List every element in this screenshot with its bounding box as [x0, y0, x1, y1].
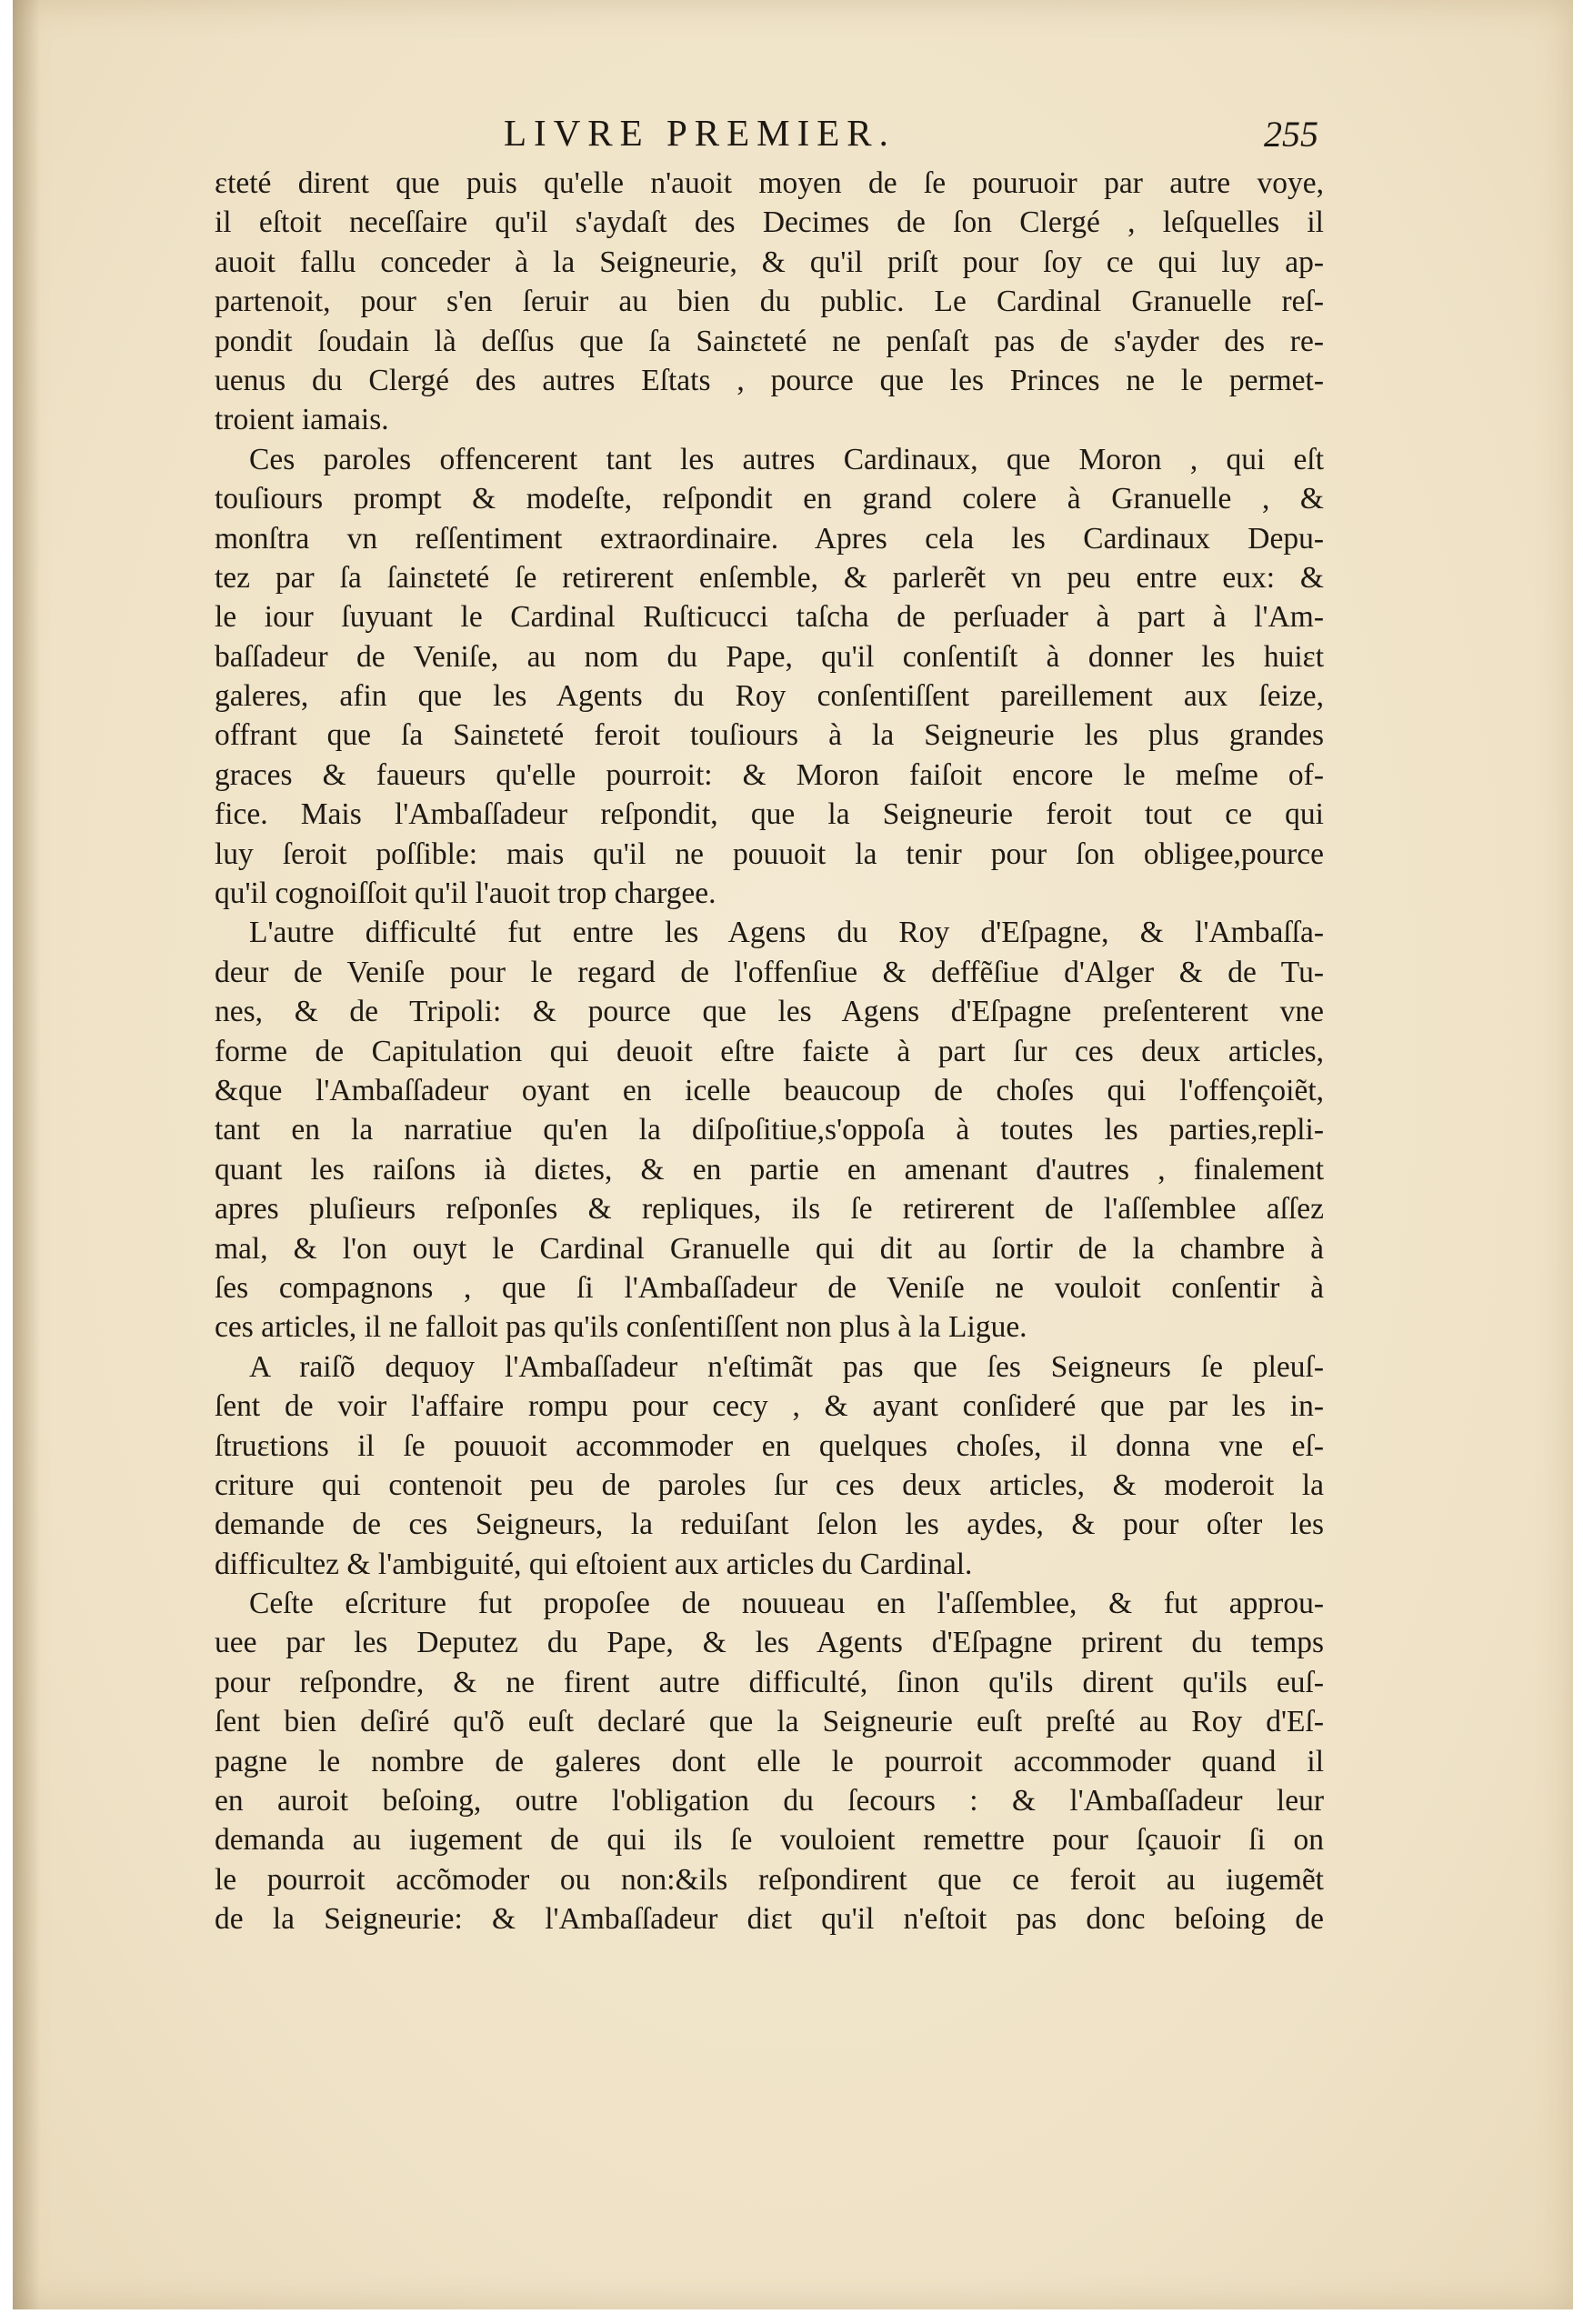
- text-line: difficultez & l'ambiguité, qui eſtoient aux articles du Cardinal.: [215, 1547, 973, 1581]
- text-line: apres pluſieurs reſponſes & repliques, ils ſe retirerent de l'aſſemblee aſſez: [215, 1192, 1324, 1227]
- text-line: pagne le nombre de galeres dont elle le pourroit accommoder quand il: [215, 1744, 1324, 1778]
- text-line: qu'il cognoiſſoit qu'il l'auoit trop chargee.: [215, 877, 716, 911]
- text-line: demande de ces Seigneurs, la reduiſant ſelon les aydes, & pour oſter les: [215, 1508, 1324, 1542]
- paragraph-first-line: Ceſte eſcriture fut propoſee de nouueau en l'aſſemblee, & fut approu-: [249, 1587, 1324, 1621]
- text-line: quant les raiſons ià diɛtes, & en partie en amenant d'autres , finalement: [215, 1152, 1324, 1187]
- text-line: ſent de voir l'affaire rompu pour cecy , & ayant conſideré que par les in-: [215, 1389, 1324, 1424]
- text-line: graces & faueurs qu'elle pourroit: & Moron faiſoit encore le meſme of-: [215, 757, 1324, 792]
- text-line: troient iamais.: [215, 403, 389, 437]
- paragraph-first-line: Ces paroles offencerent tant les autres Cardinaux, que Moron , qui eſt: [249, 442, 1324, 476]
- text-line: nes, & de Tripoli: & pource que les Agens d'Eſpagne preſenterent vne: [215, 995, 1324, 1029]
- text-line: pour reſpondre, & ne firent autre difficulté, ſinon qu'ils dirent qu'ils euſ-: [215, 1665, 1324, 1699]
- page-header: [222, 107, 1318, 158]
- text-line: offrant que ſa Sainɛteté feroit touſiours à la Seigneurie les plus grandes: [215, 718, 1324, 753]
- paragraph-first-line: L'autre difficulté fut entre les Agens du Roy d'Eſpagne, & l'Ambaſſa-: [249, 916, 1324, 950]
- running-head: LIVRE PREMIER.: [504, 112, 896, 154]
- page-gutter-shadow: [13, 0, 40, 2309]
- paragraph-first-line: A raiſõ dequoy l'Ambaſſadeur n'eſtimãt pas que ſes Seigneurs ſe pleuſ-: [249, 1349, 1324, 1384]
- text-line: ſes compagnons , que ſi l'Ambaſſadeur de Veniſe ne vouloit conſentir à: [215, 1270, 1324, 1305]
- text-line: deur de Veniſe pour le regard de l'offenſiue & deffẽſiue d'Alger & de Tu-: [215, 955, 1324, 989]
- text-line: il eſtoit neceſſaire qu'il s'aydaſt des Decimes de ſon Clergé , leſquelles il: [215, 205, 1324, 240]
- text-line: mal, & l'on ouyt le Cardinal Granuelle qui dit au ſortir de la chambre à: [215, 1231, 1324, 1266]
- text-line: ſtruɛtions il ſe pouuoit accommoder en quelques choſes, il donna vne eſ-: [215, 1428, 1324, 1463]
- text-line: tant en la narratiue qu'en la diſpoſitiue,s'oppoſa à toutes les parties,repli-: [215, 1113, 1324, 1147]
- text-line: touſiours prompt & modeſte, reſpondit en grand colere à Granuelle , &: [215, 482, 1324, 516]
- text-line: ſent bien deſiré qu'õ euſt declaré que la Seigneurie euſt preſté au Roy d'Eſ-: [215, 1705, 1324, 1739]
- text-line: criture qui contenoit peu de paroles ſur ces deux articles, & moderoit la: [215, 1468, 1324, 1502]
- text-line: uenus du Clergé des autres Eſtats , pource que les Princes ne le permet-: [215, 363, 1324, 397]
- text-line: pondit ſoudain là deſſus que ſa Sainɛteté ne penſaſt pas de s'ayder des re-: [215, 324, 1324, 358]
- text-line: partenoit, pour s'en ſeruir au bien du public. Le Cardinal Granuelle reſ-: [215, 285, 1324, 319]
- text-line: forme de Capitulation qui deuoit eſtre faiɛte à part ſur ces deux articles,: [215, 1034, 1324, 1068]
- text-line: de la Seigneurie: & l'Ambaſſadeur diɛt qu'il n'eſtoit pas donc beſoing de: [215, 1902, 1324, 1937]
- text-line: galeres, afin que les Agents du Roy conſentiſſent pareillement aux ſeize,: [215, 679, 1324, 714]
- text-line: ɛteté dirent que puis qu'elle n'auoit moyen de ſe pouruoir par autre voye,: [215, 166, 1324, 200]
- text-line: &que l'Ambaſſadeur oyant en icelle beaucoup de choſes qui l'offençoiẽt,: [215, 1073, 1324, 1107]
- text-line: ces articles, il ne falloit pas qu'ils conſentiſſent non plus à la Ligue.: [215, 1310, 1027, 1345]
- text-line: tez par ſa ſainɛteté ſe retirerent enſemble, & parlerẽt vn peu entre eux: &: [215, 560, 1324, 595]
- text-line: baſſadeur de Veniſe, au nom du Pape, qu'il conſentiſt à donner les huiɛt: [215, 639, 1324, 674]
- page-number: 255: [1264, 114, 1318, 155]
- book-page: [13, 0, 1573, 2309]
- text-line: monſtra vn reſſentiment extraordinaire. Apres cela les Cardinaux Depu-: [215, 521, 1324, 556]
- text-line: luy ſeroit poſſible: mais qu'il ne pouuoit la tenir pour ſon obligee,pource: [215, 836, 1324, 871]
- text-line: uee par les Deputez du Pape, & les Agents d'Eſpagne prirent du temps: [215, 1626, 1324, 1660]
- body-text: [215, 164, 1324, 1939]
- text-line: auoit fallu conceder à la Seigneurie, & qu'il priſt pour ſoy ce qui luy ap-: [215, 245, 1324, 279]
- text-line: fice. Mais l'Ambaſſadeur reſpondit, que la Seigneurie feroit tout ce qui: [215, 797, 1324, 832]
- text-line: demanda au iugement de qui ils ſe vouloient remettre pour ſçauoir ſi on: [215, 1823, 1324, 1858]
- text-line: en auroit beſoing, outre l'obligation du ſecours : & l'Ambaſſadeur leur: [215, 1784, 1324, 1818]
- text-line: le pourroit accõmoder ou non:&ils reſpondirent que ce feroit au iugemẽt: [215, 1862, 1324, 1897]
- text-line: le iour ſuyuant le Cardinal Ruſticucci taſcha de perſuader à part à l'Am-: [215, 600, 1324, 635]
